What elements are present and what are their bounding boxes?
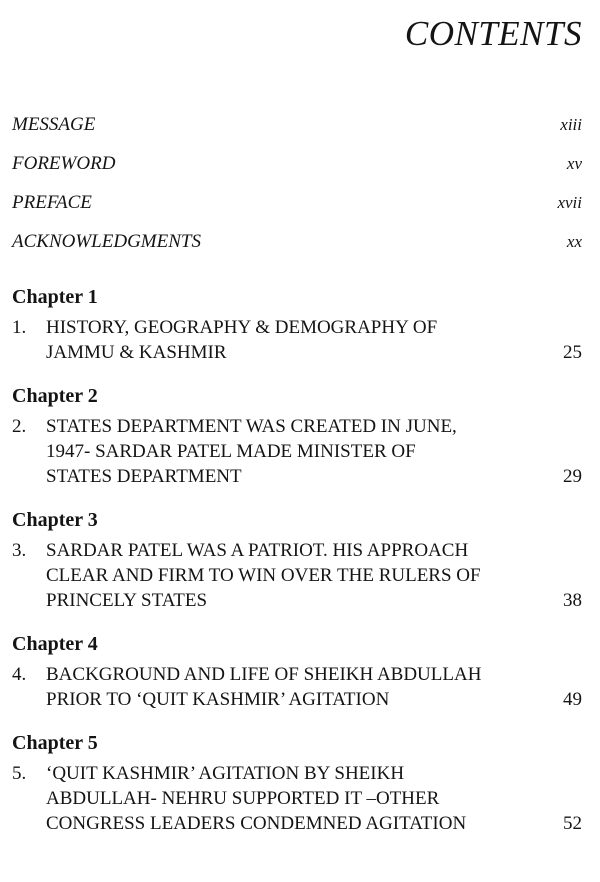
chapter-5 — [12, 731, 582, 836]
page-number: xv — [566, 154, 582, 173]
entry-number: 1. — [12, 317, 27, 338]
toc-entry-chapter-3[interactable] — [12, 538, 582, 613]
entry-title-line: JAMMU & KASHMIR — [46, 342, 227, 363]
chapter-list — [12, 285, 582, 855]
entry-title-line: CONGRESS LEADERS CONDEMNED AGITATION — [46, 813, 467, 834]
page-title: CONTENTS — [404, 14, 582, 53]
chapter-heading: Chapter 1 — [12, 286, 98, 308]
entry-label: ACKNOWLEDGMENTS — [12, 231, 201, 252]
toc-entry-chapter-5[interactable] — [12, 761, 582, 836]
page-number: xvii — [557, 193, 582, 212]
entry-title-line: CLEAR AND FIRM TO WIN OVER THE RULERS OF — [46, 565, 481, 586]
entry-label: PREFACE — [12, 192, 92, 213]
entry-number: 2. — [12, 416, 27, 437]
toc-entry-chapter-2[interactable] — [12, 414, 582, 489]
page-number: 49 — [563, 689, 582, 710]
chapter-1 — [12, 285, 582, 365]
page-number: xiii — [560, 115, 582, 134]
page-number: 52 — [563, 813, 582, 834]
chapter-heading: Chapter 5 — [12, 732, 98, 754]
entry-number: 4. — [12, 664, 27, 685]
entry-title — [46, 538, 555, 613]
chapter-heading: Chapter 3 — [12, 509, 98, 531]
entry-title-line: STATES DEPARTMENT — [46, 466, 242, 487]
entry-title-line: SARDAR PATEL WAS A PATRIOT. HIS APPROACH — [46, 540, 469, 561]
entry-title-line: PRINCELY STATES — [46, 590, 208, 611]
chapter-4 — [12, 632, 582, 712]
entry-title-line: 1947- SARDAR PATEL MADE MINISTER OF — [46, 441, 416, 462]
chapter-3 — [12, 508, 582, 613]
entry-title-line: HISTORY, GEOGRAPHY & DEMOGRAPHY OF — [46, 317, 438, 338]
entry-title — [46, 414, 555, 489]
entry-number: 5. — [12, 763, 27, 784]
toc-entry-message[interactable] — [12, 114, 582, 153]
entry-title — [46, 761, 555, 836]
entry-number: 3. — [12, 540, 27, 561]
toc-entry-chapter-1[interactable] — [12, 315, 582, 365]
entry-label: FOREWORD — [12, 153, 116, 174]
chapter-2 — [12, 384, 582, 489]
chapter-heading: Chapter 4 — [12, 633, 98, 655]
toc-entry-acknowledgments[interactable] — [12, 231, 582, 270]
entry-title-line: PRIOR TO ‘QUIT KASHMIR’ AGITATION — [46, 689, 390, 710]
toc-entry-preface[interactable] — [12, 192, 582, 231]
page-number: 38 — [563, 590, 582, 611]
entry-label: MESSAGE — [12, 114, 96, 135]
page-number: xx — [566, 232, 582, 251]
toc-entry-foreword[interactable] — [12, 153, 582, 192]
entry-title-line: STATES DEPARTMENT WAS CREATED IN JUNE, — [46, 416, 457, 437]
page-number: 29 — [563, 466, 582, 487]
front-matter-list — [12, 114, 582, 270]
entry-title — [46, 315, 555, 365]
entry-title-line: ‘QUIT KASHMIR’ AGITATION BY SHEIKH — [46, 763, 405, 784]
toc-entry-chapter-4[interactable] — [12, 662, 582, 712]
chapter-heading: Chapter 2 — [12, 385, 98, 407]
page-number: 25 — [563, 342, 582, 363]
entry-title-line: ABDULLAH- NEHRU SUPPORTED IT –OTHER — [46, 788, 440, 809]
entry-title — [46, 662, 555, 712]
entry-title-line: BACKGROUND AND LIFE OF SHEIKH ABDULLAH — [46, 664, 482, 685]
